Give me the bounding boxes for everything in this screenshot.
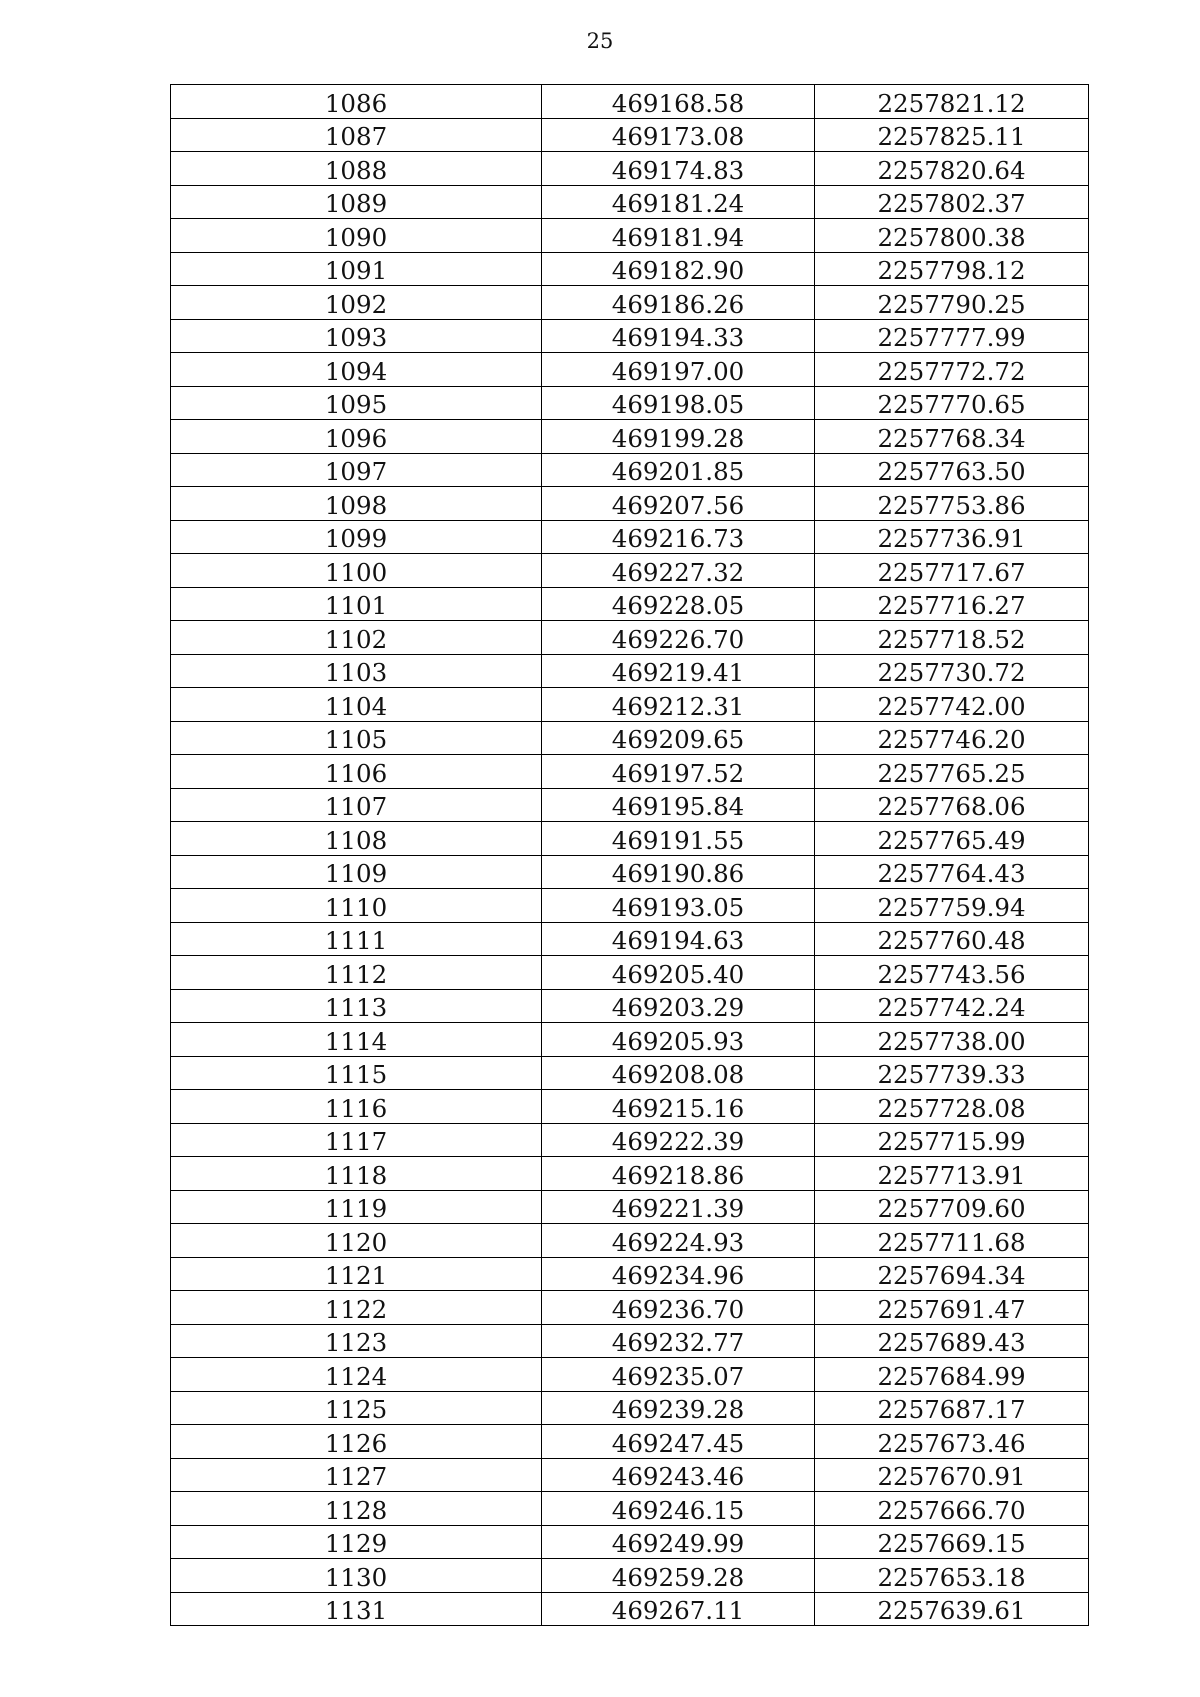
table-row	[171, 1157, 1089, 1191]
y-coordinate-cell: 2257820.64	[815, 152, 1089, 186]
y-coordinate-cell: 2257768.34	[815, 420, 1089, 454]
point-number-cell: 1114	[171, 1023, 542, 1057]
y-coordinate-cell: 2257666.70	[815, 1492, 1089, 1526]
y-coordinate-cell: 2257742.24	[815, 989, 1089, 1023]
table-row	[171, 1324, 1089, 1358]
point-number-cell: 1121	[171, 1257, 542, 1291]
y-coordinate-cell: 2257715.99	[815, 1123, 1089, 1157]
point-number-cell: 1128	[171, 1492, 542, 1526]
table-row	[171, 1358, 1089, 1392]
y-coordinate-cell: 2257711.68	[815, 1224, 1089, 1258]
x-coordinate-cell: 469215.16	[542, 1090, 815, 1124]
table-row	[171, 554, 1089, 588]
table-row	[171, 152, 1089, 186]
point-number-cell: 1119	[171, 1190, 542, 1224]
table-row	[171, 487, 1089, 521]
point-number-cell: 1108	[171, 822, 542, 856]
point-number-cell: 1110	[171, 889, 542, 923]
table-row	[171, 219, 1089, 253]
point-number-cell: 1116	[171, 1090, 542, 1124]
x-coordinate-cell: 469247.45	[542, 1425, 815, 1459]
x-coordinate-cell: 469228.05	[542, 587, 815, 621]
table-row	[171, 1425, 1089, 1459]
x-coordinate-cell: 469182.90	[542, 252, 815, 286]
table-row	[171, 1023, 1089, 1057]
y-coordinate-cell: 2257669.15	[815, 1525, 1089, 1559]
x-coordinate-cell: 469259.28	[542, 1559, 815, 1593]
point-number-cell: 1095	[171, 386, 542, 420]
x-coordinate-cell: 469219.41	[542, 654, 815, 688]
x-coordinate-cell: 469197.00	[542, 353, 815, 387]
table-row	[171, 85, 1089, 119]
table-row	[171, 1525, 1089, 1559]
point-number-cell: 1127	[171, 1458, 542, 1492]
table-row	[171, 118, 1089, 152]
point-number-cell: 1089	[171, 185, 542, 219]
x-coordinate-cell: 469218.86	[542, 1157, 815, 1191]
y-coordinate-cell: 2257738.00	[815, 1023, 1089, 1057]
y-coordinate-cell: 2257713.91	[815, 1157, 1089, 1191]
y-coordinate-cell: 2257743.56	[815, 956, 1089, 990]
x-coordinate-cell: 469181.94	[542, 219, 815, 253]
y-coordinate-cell: 2257691.47	[815, 1291, 1089, 1325]
y-coordinate-cell: 2257736.91	[815, 520, 1089, 554]
table-row	[171, 1391, 1089, 1425]
table-row	[171, 1492, 1089, 1526]
x-coordinate-cell: 469267.11	[542, 1592, 815, 1626]
point-number-cell: 1113	[171, 989, 542, 1023]
point-number-cell: 1111	[171, 922, 542, 956]
table-row	[171, 1592, 1089, 1626]
y-coordinate-cell: 2257759.94	[815, 889, 1089, 923]
x-coordinate-cell: 469199.28	[542, 420, 815, 454]
point-number-cell: 1109	[171, 855, 542, 889]
point-number-cell: 1102	[171, 621, 542, 655]
point-number-cell: 1115	[171, 1056, 542, 1090]
y-coordinate-cell: 2257763.50	[815, 453, 1089, 487]
point-number-cell: 1122	[171, 1291, 542, 1325]
y-coordinate-cell: 2257709.60	[815, 1190, 1089, 1224]
point-number-cell: 1097	[171, 453, 542, 487]
x-coordinate-cell: 469193.05	[542, 889, 815, 923]
point-number-cell: 1104	[171, 688, 542, 722]
point-number-cell: 1103	[171, 654, 542, 688]
x-coordinate-cell: 469209.65	[542, 721, 815, 755]
x-coordinate-cell: 469195.84	[542, 788, 815, 822]
table-row	[171, 755, 1089, 789]
table-row	[171, 185, 1089, 219]
x-coordinate-cell: 469198.05	[542, 386, 815, 420]
point-number-cell: 1087	[171, 118, 542, 152]
table-row	[171, 621, 1089, 655]
table-row	[171, 721, 1089, 755]
table-row	[171, 889, 1089, 923]
point-number-cell: 1131	[171, 1592, 542, 1626]
point-number-cell: 1130	[171, 1559, 542, 1593]
x-coordinate-cell: 469168.58	[542, 85, 815, 119]
table-row	[171, 420, 1089, 454]
table-row	[171, 989, 1089, 1023]
table-row	[171, 1190, 1089, 1224]
point-number-cell: 1091	[171, 252, 542, 286]
y-coordinate-cell: 2257772.72	[815, 353, 1089, 387]
y-coordinate-cell: 2257753.86	[815, 487, 1089, 521]
point-number-cell: 1086	[171, 85, 542, 119]
point-number-cell: 1118	[171, 1157, 542, 1191]
x-coordinate-cell: 469212.31	[542, 688, 815, 722]
table-row	[171, 1123, 1089, 1157]
y-coordinate-cell: 2257768.06	[815, 788, 1089, 822]
point-number-cell: 1093	[171, 319, 542, 353]
y-coordinate-cell: 2257716.27	[815, 587, 1089, 621]
y-coordinate-cell: 2257764.43	[815, 855, 1089, 889]
table-row	[171, 688, 1089, 722]
x-coordinate-cell: 469243.46	[542, 1458, 815, 1492]
table-row	[171, 587, 1089, 621]
x-coordinate-cell: 469232.77	[542, 1324, 815, 1358]
y-coordinate-cell: 2257639.61	[815, 1592, 1089, 1626]
y-coordinate-cell: 2257798.12	[815, 252, 1089, 286]
x-coordinate-cell: 469191.55	[542, 822, 815, 856]
y-coordinate-cell: 2257694.34	[815, 1257, 1089, 1291]
x-coordinate-cell: 469227.32	[542, 554, 815, 588]
point-number-cell: 1112	[171, 956, 542, 990]
y-coordinate-cell: 2257821.12	[815, 85, 1089, 119]
x-coordinate-cell: 469194.33	[542, 319, 815, 353]
table-row	[171, 319, 1089, 353]
x-coordinate-cell: 469207.56	[542, 487, 815, 521]
y-coordinate-cell: 2257673.46	[815, 1425, 1089, 1459]
point-number-cell: 1096	[171, 420, 542, 454]
y-coordinate-cell: 2257718.52	[815, 621, 1089, 655]
table-row	[171, 1090, 1089, 1124]
point-number-cell: 1126	[171, 1425, 542, 1459]
point-number-cell: 1105	[171, 721, 542, 755]
y-coordinate-cell: 2257825.11	[815, 118, 1089, 152]
point-number-cell: 1094	[171, 353, 542, 387]
y-coordinate-cell: 2257687.17	[815, 1391, 1089, 1425]
y-coordinate-cell: 2257653.18	[815, 1559, 1089, 1593]
x-coordinate-cell: 469222.39	[542, 1123, 815, 1157]
table-row	[171, 453, 1089, 487]
table-row	[171, 520, 1089, 554]
x-coordinate-cell: 469205.40	[542, 956, 815, 990]
point-number-cell: 1092	[171, 286, 542, 320]
point-number-cell: 1099	[171, 520, 542, 554]
table-row	[171, 353, 1089, 387]
x-coordinate-cell: 469235.07	[542, 1358, 815, 1392]
x-coordinate-cell: 469249.99	[542, 1525, 815, 1559]
table-row	[171, 252, 1089, 286]
x-coordinate-cell: 469239.28	[542, 1391, 815, 1425]
coordinates-table	[170, 84, 1089, 1626]
point-number-cell: 1123	[171, 1324, 542, 1358]
x-coordinate-cell: 469205.93	[542, 1023, 815, 1057]
table-row	[171, 788, 1089, 822]
point-number-cell: 1101	[171, 587, 542, 621]
x-coordinate-cell: 469201.85	[542, 453, 815, 487]
point-number-cell: 1129	[171, 1525, 542, 1559]
x-coordinate-cell: 469221.39	[542, 1190, 815, 1224]
x-coordinate-cell: 469203.29	[542, 989, 815, 1023]
y-coordinate-cell: 2257800.38	[815, 219, 1089, 253]
x-coordinate-cell: 469216.73	[542, 520, 815, 554]
table-row	[171, 1458, 1089, 1492]
table-row	[171, 1056, 1089, 1090]
x-coordinate-cell: 469190.86	[542, 855, 815, 889]
table-row	[171, 822, 1089, 856]
point-number-cell: 1088	[171, 152, 542, 186]
coordinates-table-body	[171, 85, 1089, 1626]
y-coordinate-cell: 2257728.08	[815, 1090, 1089, 1124]
x-coordinate-cell: 469246.15	[542, 1492, 815, 1526]
y-coordinate-cell: 2257684.99	[815, 1358, 1089, 1392]
table-row	[171, 956, 1089, 990]
y-coordinate-cell: 2257765.25	[815, 755, 1089, 789]
table-row	[171, 386, 1089, 420]
y-coordinate-cell: 2257742.00	[815, 688, 1089, 722]
x-coordinate-cell: 469236.70	[542, 1291, 815, 1325]
table-row	[171, 922, 1089, 956]
x-coordinate-cell: 469208.08	[542, 1056, 815, 1090]
x-coordinate-cell: 469186.26	[542, 286, 815, 320]
page-number: 25	[586, 29, 614, 53]
table-row	[171, 286, 1089, 320]
y-coordinate-cell: 2257739.33	[815, 1056, 1089, 1090]
point-number-cell: 1117	[171, 1123, 542, 1157]
point-number-cell: 1090	[171, 219, 542, 253]
x-coordinate-cell: 469224.93	[542, 1224, 815, 1258]
y-coordinate-cell: 2257760.48	[815, 922, 1089, 956]
y-coordinate-cell: 2257777.99	[815, 319, 1089, 353]
y-coordinate-cell: 2257802.37	[815, 185, 1089, 219]
y-coordinate-cell: 2257770.65	[815, 386, 1089, 420]
point-number-cell: 1120	[171, 1224, 542, 1258]
table-row	[171, 855, 1089, 889]
table-row	[171, 1291, 1089, 1325]
x-coordinate-cell: 469234.96	[542, 1257, 815, 1291]
y-coordinate-cell: 2257717.67	[815, 554, 1089, 588]
point-number-cell: 1107	[171, 788, 542, 822]
table-row	[171, 1257, 1089, 1291]
table-row	[171, 1559, 1089, 1593]
x-coordinate-cell: 469181.24	[542, 185, 815, 219]
table-row	[171, 1224, 1089, 1258]
y-coordinate-cell: 2257765.49	[815, 822, 1089, 856]
point-number-cell: 1100	[171, 554, 542, 588]
table-row	[171, 654, 1089, 688]
y-coordinate-cell: 2257790.25	[815, 286, 1089, 320]
y-coordinate-cell: 2257746.20	[815, 721, 1089, 755]
x-coordinate-cell: 469194.63	[542, 922, 815, 956]
point-number-cell: 1125	[171, 1391, 542, 1425]
y-coordinate-cell: 2257689.43	[815, 1324, 1089, 1358]
y-coordinate-cell: 2257670.91	[815, 1458, 1089, 1492]
point-number-cell: 1106	[171, 755, 542, 789]
x-coordinate-cell: 469173.08	[542, 118, 815, 152]
point-number-cell: 1124	[171, 1358, 542, 1392]
y-coordinate-cell: 2257730.72	[815, 654, 1089, 688]
point-number-cell: 1098	[171, 487, 542, 521]
x-coordinate-cell: 469197.52	[542, 755, 815, 789]
x-coordinate-cell: 469174.83	[542, 152, 815, 186]
x-coordinate-cell: 469226.70	[542, 621, 815, 655]
